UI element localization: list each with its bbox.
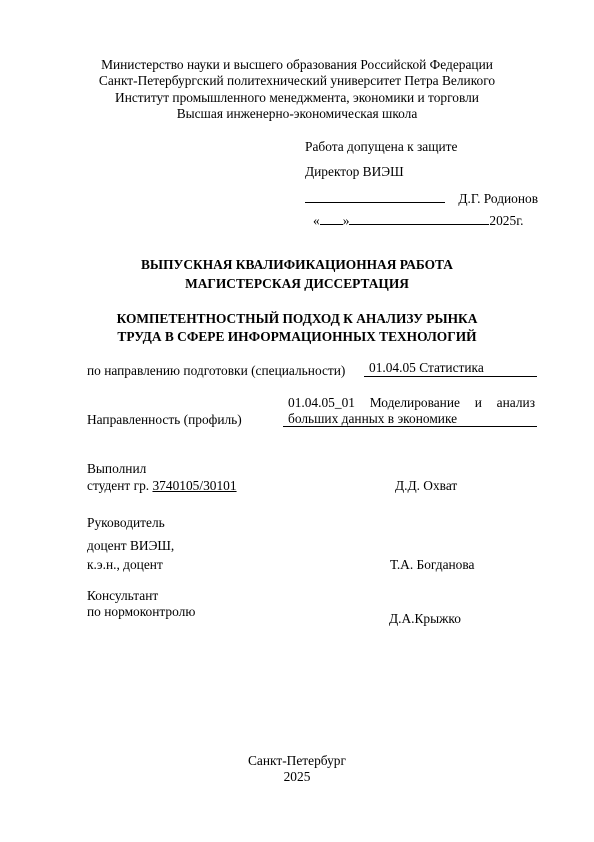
date-day-line — [320, 212, 343, 225]
profile-value — [283, 395, 537, 427]
student-group-number: 3740105/30101 — [152, 478, 237, 493]
approval-signature-row — [305, 189, 538, 207]
director-signature-line — [305, 189, 445, 203]
footer-year: 2025 — [283, 769, 311, 785]
header-line-institute: Институт промышленного менеджмента, экономики и торговли — [115, 89, 479, 105]
header-line-school: Высшая инженерно-экономическая школа — [176, 106, 418, 122]
direction-label: по направлению подготовки (специальности) — [87, 363, 346, 378]
approval-admitted: Работа допущена к защите — [305, 139, 458, 154]
profile-label: Направленность (профиль) — [87, 412, 242, 427]
header-line-university: Санкт-Петербургский политехнический университет Петра Великого — [98, 73, 496, 89]
work-type-line1: ВЫПУСКНАЯ КВАЛИФИКАЦИОННАЯ РАБОТА — [141, 257, 453, 272]
date-quote-close: » — [342, 213, 350, 228]
direction-value: 01.04.05 Статистика — [364, 360, 537, 377]
student-group-prefix: студент гр. — [87, 478, 153, 493]
consultant-role: по нормоконтролю — [87, 604, 196, 619]
consultant-label: Консультант — [87, 588, 159, 603]
header-line-ministry: Министерство науки и высшего образования Российской Федерации — [101, 57, 493, 72]
supervisor-label: Руководитель — [87, 515, 165, 530]
topic-line2: ТРУДА В СФЕРЕ ИНФОРМАЦИОННЫХ ТЕХНОЛОГИЙ — [117, 329, 477, 344]
date-quote-open: « — [313, 213, 320, 228]
approval-position: Директор ВИЭШ — [305, 164, 404, 179]
profile-value-line1 — [283, 395, 537, 411]
approval-year: 2025г. — [489, 213, 524, 228]
student-label: Выполнил — [87, 461, 147, 476]
student-group-row — [87, 478, 237, 494]
work-type-block — [0, 255, 594, 293]
work-type-line2: МАГИСТЕРСКАЯ ДИССЕРТАЦИЯ — [185, 276, 409, 291]
profile-word-and: и — [474, 395, 482, 410]
supervisor-name: Т.А. Богданова — [390, 557, 475, 572]
footer-city: Санкт-Петербург — [248, 753, 346, 768]
thesis-topic — [0, 310, 594, 346]
supervisor-position: доцент ВИЭШ, — [87, 538, 175, 553]
profile-word-modeling: Моделирование — [369, 395, 460, 410]
date-month-line — [349, 212, 489, 225]
consultant-name: Д.А.Крыжко — [389, 611, 461, 626]
student-name: Д.Д. Охват — [395, 478, 458, 493]
ministry-header — [0, 57, 594, 123]
profile-word-analysis: анализ — [496, 395, 535, 410]
profile-word-code: 01.04.05_01 — [288, 395, 355, 410]
topic-line1: КОМПЕТЕНТНОСТНЫЙ ПОДХОД К АНАЛИЗУ РЫНКА — [116, 311, 478, 326]
approval-date-row — [313, 212, 524, 229]
profile-value-line2: больших данных в экономике — [283, 411, 537, 427]
director-name: Д.Г. Родионов — [458, 191, 539, 206]
supervisor-degree: к.э.н., доцент — [87, 557, 163, 572]
footer — [0, 753, 594, 786]
